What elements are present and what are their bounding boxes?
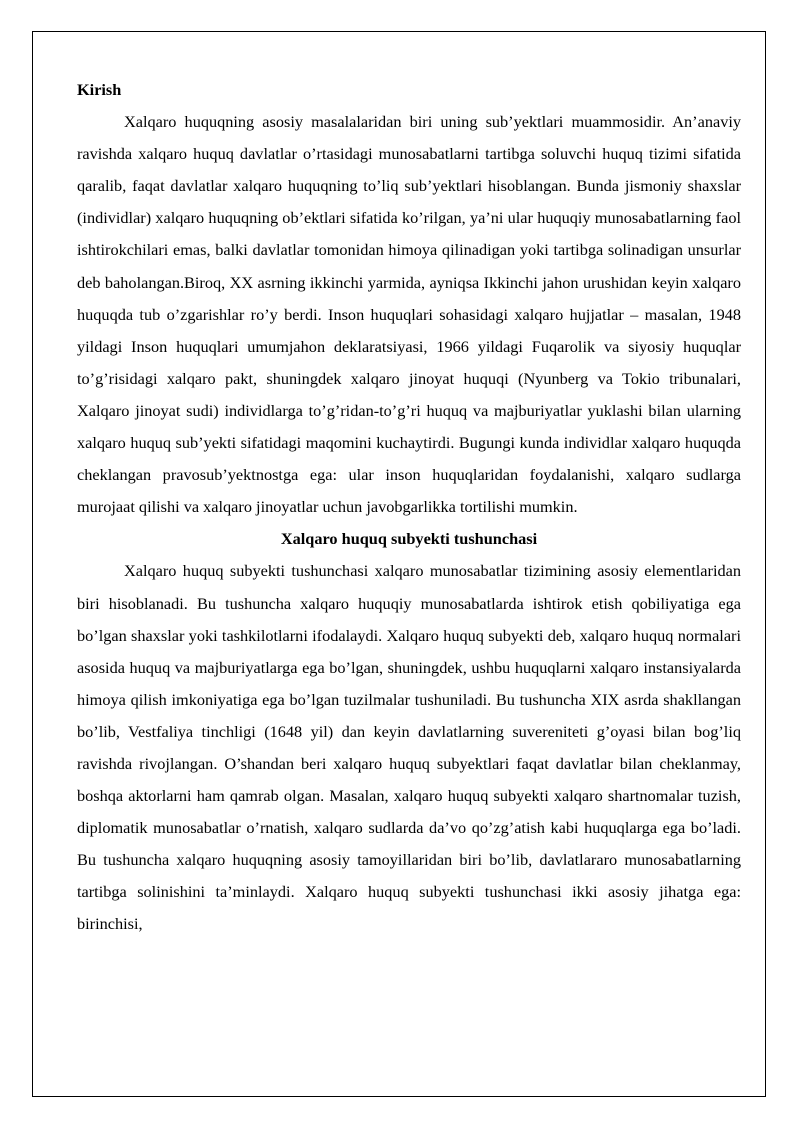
intro-heading: Kirish xyxy=(77,80,122,99)
section-paragraph: Xalqaro huquq subyekti tushunchasi xalqaro munosabatlar tizimining asosiy elementlaridan biri hisoblanadi. Bu tushuncha xalqaro huquqiy munosabatlarda ishtirok etish qobiliyatiga ega bo’lgan shaxslar yoki tashkilotlarni ifodalaydi. Xalqaro huquq subyekti deb, xalqaro huquq normalari asosida huquq va majburiyatlarga ega bo’lgan, shuningdek, ushbu huquqlarni xalqaro instansiyalarda himoya qilish imkoniyatiga ega bo’lgan tuzilmalar tushuniladi. Bu tushuncha XIX asrda shakllangan bo’lib, Vestfaliya tinchligi (1648 yil) dan keyin davlatlarning suvereniteti g’oyasi bilan bog’liq ravishda rivojlangan. O’shandan beri xalqaro huquq subyektlari faqat davlatlar bilan cheklanmay, boshqa aktorlarni ham qamrab olgan. Masalan, xalqaro huquq subyekti xalqaro shartnomalar tuzish, diplomatik munosabatlar o’rnatish, xalqaro sudlarda da’vo qo’zg’atish kabi huquqlarga ega bo’ladi. Bu tushuncha xalqaro huquqning asosiy tamoyillaridan biri bo’lib, davlatlararo munosabatlarning tartibga solinishini ta’minlaydi. Xalqaro huquq subyekti tushunchasi ikki asosiy jihatga ega: birinchisi, xyxy=(77,561,741,934)
document-body xyxy=(77,74,741,941)
intro-paragraph: Xalqaro huquqning asosiy masalalaridan biri uning sub’yektlari muammosidir. An’anaviy ravishda xalqaro huquq davlatlar o’rtasidagi munosabatlarni tartibga soluvchi huquq tizimi sifatida qaralib, faqat davlatlar xalqaro huquqning to’liq sub’yektlari hisoblangan. Bunda jismoniy shaxslar (individlar) xalqaro huquqning ob’ektlari sifatida ko’rilgan, ya’ni ular huquqiy munosabatlarning faol ishtirokchilari emas, balki davlatlar tomonidan himoya qilinadigan yoki tartibga solinadigan unsurlar deb baholangan.Biroq, XX asrning ikkinchi yarmida, ayniqsa Ikkinchi jahon urushidan keyin xalqaro huquqda tub o’zgarishlar ro’y berdi. Inson huquqlari sohasidagi xalqaro hujjatlar – masalan, 1948 yildagi Inson huquqlari umumjahon deklaratsiyasi, 1966 yildagi Fuqarolik va siyosiy huquqlar to’g’risidagi xalqaro pakt, shuningdek xalqaro jinoyat huquqi (Nyunberg va Tokio tribunalari, Xalqaro jinoyat sudi) individlarga to’g’ridan-to’g’ri huquq va majburiyatlar yuklashi bilan ularning xalqaro huquq sub’yekti sifatidagi maqomini kuchaytirdi. Bugungi kunda individlar xalqaro huquqda cheklangan pravosub’yektnostga ega: ular inson huquqlaridan foydalanishi, xalqaro sudlarga murojaat qilishi va xalqaro jinoyatlar uchun javobgarlikka tortilishi mumkin. xyxy=(77,112,741,517)
section-heading: Xalqaro huquq subyekti tushunchasi xyxy=(280,529,538,549)
